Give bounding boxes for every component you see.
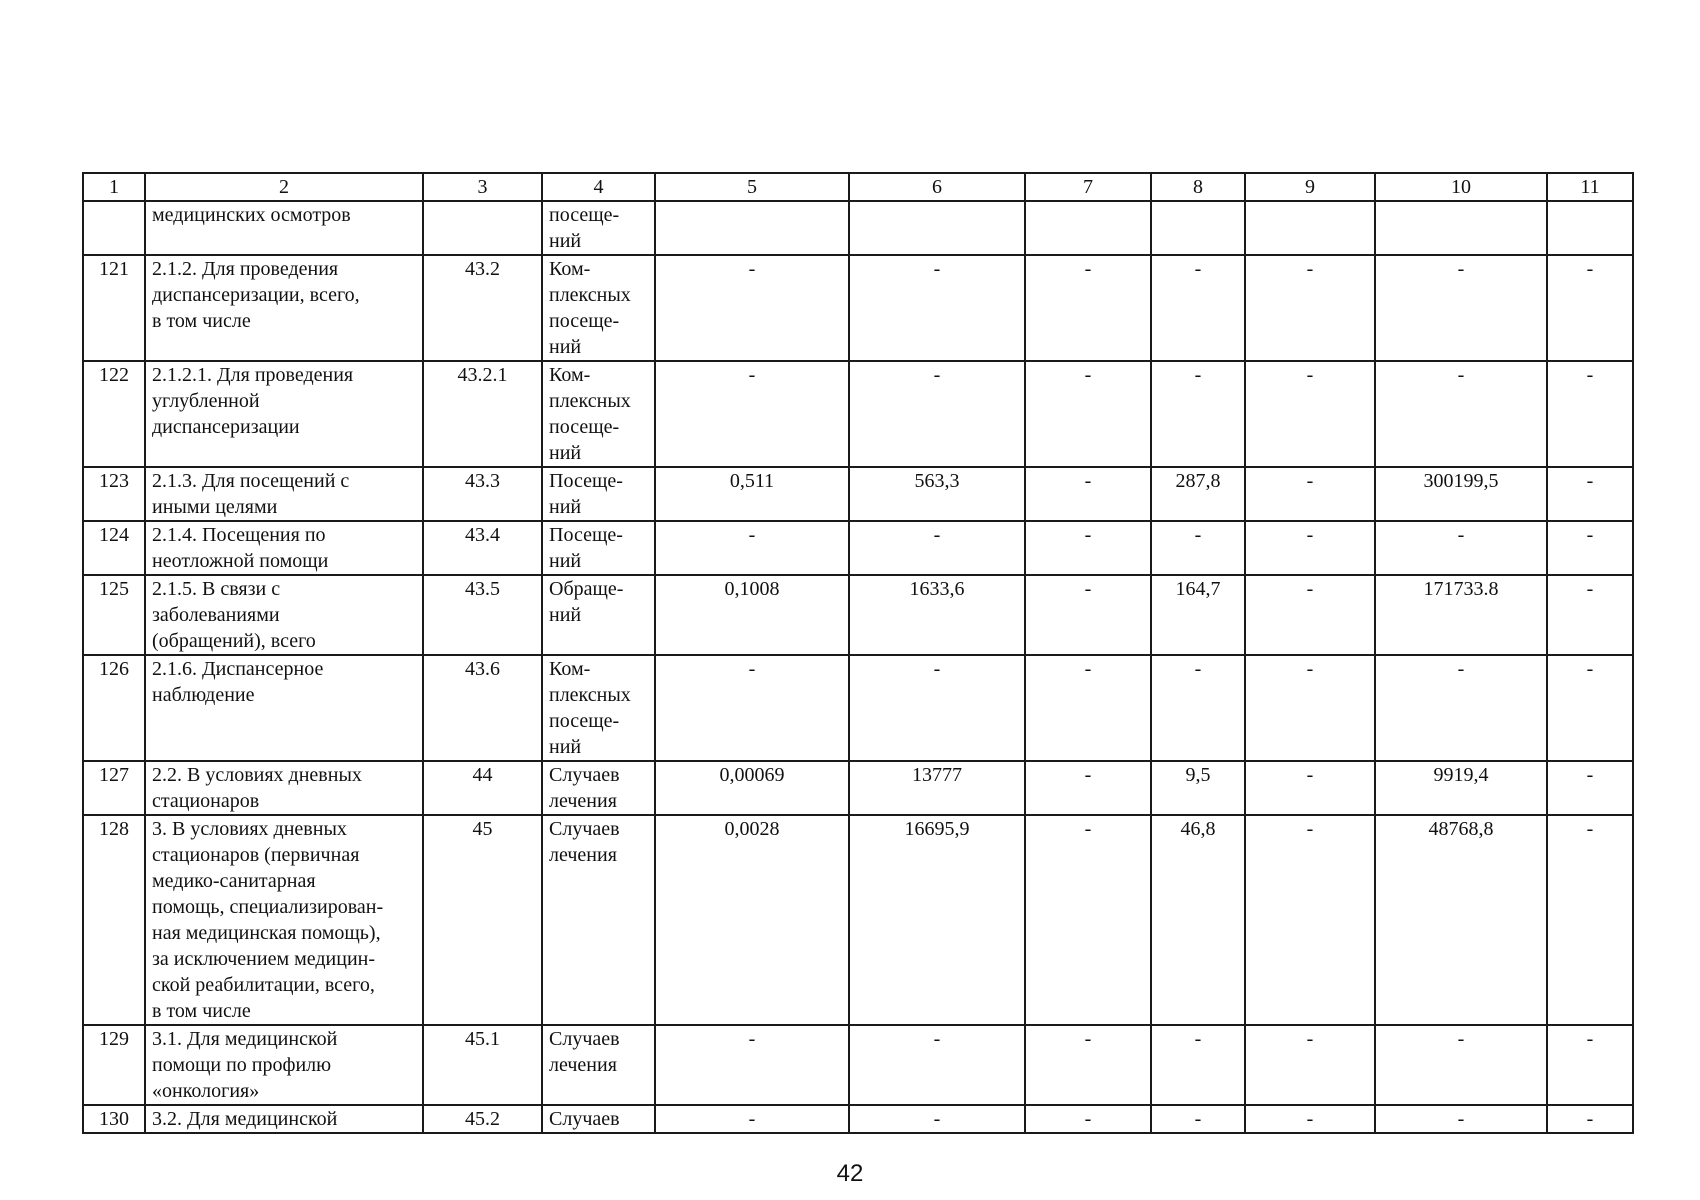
row-value-11: - bbox=[1547, 467, 1633, 521]
row-value-6: 13777 bbox=[849, 761, 1025, 815]
row-value-10: - bbox=[1375, 655, 1547, 761]
row-code: 43.4 bbox=[423, 521, 542, 575]
row-value-7 bbox=[1025, 201, 1151, 255]
row-value-8: - bbox=[1151, 361, 1245, 467]
row-description: 3.1. Для медицинской помощи по профилю «онкология» bbox=[145, 1025, 423, 1105]
row-value-8: 9,5 bbox=[1151, 761, 1245, 815]
row-value-5: - bbox=[655, 255, 849, 361]
row-description: 2.1.5. В связи с заболеваниями (обращений), всего bbox=[145, 575, 423, 655]
row-value-8: - bbox=[1151, 655, 1245, 761]
row-value-6: - bbox=[849, 255, 1025, 361]
column-header: 5 bbox=[655, 173, 849, 201]
row-value-5: 0,1008 bbox=[655, 575, 849, 655]
row-unit: Посеще- ний bbox=[542, 521, 655, 575]
row-value-8 bbox=[1151, 201, 1245, 255]
column-header: 9 bbox=[1245, 173, 1375, 201]
row-value-6: 16695,9 bbox=[849, 815, 1025, 1025]
row-value-9: - bbox=[1245, 521, 1375, 575]
row-unit: Ком- плексных посеще- ний bbox=[542, 655, 655, 761]
row-value-7: - bbox=[1025, 361, 1151, 467]
row-value-8: - bbox=[1151, 521, 1245, 575]
row-value-5: - bbox=[655, 521, 849, 575]
row-value-8: - bbox=[1151, 1105, 1245, 1133]
row-number: 127 bbox=[83, 761, 145, 815]
row-value-7: - bbox=[1025, 761, 1151, 815]
row-value-5 bbox=[655, 201, 849, 255]
table-row bbox=[83, 467, 1633, 521]
row-value-11: - bbox=[1547, 815, 1633, 1025]
row-value-11: - bbox=[1547, 655, 1633, 761]
row-value-9: - bbox=[1245, 761, 1375, 815]
row-number: 129 bbox=[83, 1025, 145, 1105]
table-row bbox=[83, 575, 1633, 655]
row-value-9: - bbox=[1245, 1025, 1375, 1105]
row-description: 2.1.2.1. Для проведения углубленной диспансеризации bbox=[145, 361, 423, 467]
row-number: 126 bbox=[83, 655, 145, 761]
table-row bbox=[83, 761, 1633, 815]
row-number: 125 bbox=[83, 575, 145, 655]
column-header: 7 bbox=[1025, 173, 1151, 201]
row-value-5: - bbox=[655, 655, 849, 761]
row-unit: Случаев лечения bbox=[542, 1025, 655, 1105]
row-value-8: 46,8 bbox=[1151, 815, 1245, 1025]
row-description: медицинских осмотров bbox=[145, 201, 423, 255]
row-unit: посеще- ний bbox=[542, 201, 655, 255]
row-value-11: - bbox=[1547, 575, 1633, 655]
row-value-9: - bbox=[1245, 361, 1375, 467]
row-description: 2.2. В условиях дневных стационаров bbox=[145, 761, 423, 815]
column-header: 6 bbox=[849, 173, 1025, 201]
row-value-11 bbox=[1547, 201, 1633, 255]
row-number: 121 bbox=[83, 255, 145, 361]
row-number: 123 bbox=[83, 467, 145, 521]
row-value-9 bbox=[1245, 201, 1375, 255]
data-table bbox=[82, 172, 1634, 1134]
row-value-5: 0,0028 bbox=[655, 815, 849, 1025]
row-value-10 bbox=[1375, 201, 1547, 255]
row-code: 43.2.1 bbox=[423, 361, 542, 467]
row-value-8: 287,8 bbox=[1151, 467, 1245, 521]
row-value-8: - bbox=[1151, 255, 1245, 361]
row-code: 43.2 bbox=[423, 255, 542, 361]
row-value-8: - bbox=[1151, 1025, 1245, 1105]
row-description: 3. В условиях дневных стационаров (первичная медико-санитарная помощь, специализирован- ная медицинская помощь), за исключением медицин- ской реабилитации, всего, в том числе bbox=[145, 815, 423, 1025]
row-value-6: 1633,6 bbox=[849, 575, 1025, 655]
row-value-9: - bbox=[1245, 655, 1375, 761]
row-value-11: - bbox=[1547, 521, 1633, 575]
table-row bbox=[83, 255, 1633, 361]
row-value-10: 171733.8 bbox=[1375, 575, 1547, 655]
row-number: 124 bbox=[83, 521, 145, 575]
row-unit: Ком- плексных посеще- ний bbox=[542, 361, 655, 467]
row-value-5: - bbox=[655, 361, 849, 467]
table-row bbox=[83, 361, 1633, 467]
row-value-6: 563,3 bbox=[849, 467, 1025, 521]
page-number: 42 bbox=[836, 1160, 864, 1187]
column-header: 8 bbox=[1151, 173, 1245, 201]
row-number: 128 bbox=[83, 815, 145, 1025]
row-number: 130 bbox=[83, 1105, 145, 1133]
row-value-11: - bbox=[1547, 1105, 1633, 1133]
row-value-10: 300199,5 bbox=[1375, 467, 1547, 521]
row-value-11: - bbox=[1547, 761, 1633, 815]
row-value-10: - bbox=[1375, 1025, 1547, 1105]
column-header: 4 bbox=[542, 173, 655, 201]
row-value-9: - bbox=[1245, 1105, 1375, 1133]
header-row bbox=[83, 173, 1633, 201]
row-description: 2.1.6. Диспансерное наблюдение bbox=[145, 655, 423, 761]
table-row bbox=[83, 521, 1633, 575]
row-code bbox=[423, 201, 542, 255]
row-value-11: - bbox=[1547, 361, 1633, 467]
row-unit: Случаев лечения bbox=[542, 761, 655, 815]
column-header: 2 bbox=[145, 173, 423, 201]
column-header: 1 bbox=[83, 173, 145, 201]
row-unit: Ком- плексных посеще- ний bbox=[542, 255, 655, 361]
row-value-7: - bbox=[1025, 255, 1151, 361]
row-unit: Случаев bbox=[542, 1105, 655, 1133]
row-value-10: 9919,4 bbox=[1375, 761, 1547, 815]
row-description: 2.1.3. Для посещений с иными целями bbox=[145, 467, 423, 521]
row-code: 43.5 bbox=[423, 575, 542, 655]
row-value-7: - bbox=[1025, 655, 1151, 761]
table-body bbox=[83, 201, 1633, 1133]
row-value-10: - bbox=[1375, 1105, 1547, 1133]
row-value-9: - bbox=[1245, 255, 1375, 361]
row-value-10: - bbox=[1375, 361, 1547, 467]
table-row bbox=[83, 201, 1633, 255]
row-value-6: - bbox=[849, 1025, 1025, 1105]
row-value-11: - bbox=[1547, 1025, 1633, 1105]
column-header: 10 bbox=[1375, 173, 1547, 201]
row-value-7: - bbox=[1025, 1105, 1151, 1133]
row-code: 44 bbox=[423, 761, 542, 815]
row-value-6: - bbox=[849, 361, 1025, 467]
row-value-5: 0,511 bbox=[655, 467, 849, 521]
table-row bbox=[83, 815, 1633, 1025]
row-code: 43.6 bbox=[423, 655, 542, 761]
row-value-11: - bbox=[1547, 255, 1633, 361]
row-code: 45.1 bbox=[423, 1025, 542, 1105]
row-code: 43.3 bbox=[423, 467, 542, 521]
table-row bbox=[83, 1025, 1633, 1105]
row-value-5: - bbox=[655, 1105, 849, 1133]
row-value-10: - bbox=[1375, 521, 1547, 575]
row-value-9: - bbox=[1245, 467, 1375, 521]
row-description: 2.1.2. Для проведения диспансеризации, всего, в том числе bbox=[145, 255, 423, 361]
row-value-6: - bbox=[849, 521, 1025, 575]
row-value-10: - bbox=[1375, 255, 1547, 361]
row-value-8: 164,7 bbox=[1151, 575, 1245, 655]
column-header: 3 bbox=[423, 173, 542, 201]
row-value-7: - bbox=[1025, 1025, 1151, 1105]
row-unit: Случаев лечения bbox=[542, 815, 655, 1025]
row-number bbox=[83, 201, 145, 255]
row-description: 3.2. Для медицинской bbox=[145, 1105, 423, 1133]
row-value-9: - bbox=[1245, 815, 1375, 1025]
row-value-7: - bbox=[1025, 575, 1151, 655]
row-value-6: - bbox=[849, 1105, 1025, 1133]
row-code: 45.2 bbox=[423, 1105, 542, 1133]
row-code: 45 bbox=[423, 815, 542, 1025]
row-value-7: - bbox=[1025, 815, 1151, 1025]
row-value-5: - bbox=[655, 1025, 849, 1105]
row-unit: Посеще- ний bbox=[542, 467, 655, 521]
row-value-10: 48768,8 bbox=[1375, 815, 1547, 1025]
table-row bbox=[83, 1105, 1633, 1133]
row-value-7: - bbox=[1025, 521, 1151, 575]
row-value-9: - bbox=[1245, 575, 1375, 655]
row-unit: Обраще- ний bbox=[542, 575, 655, 655]
column-header: 11 bbox=[1547, 173, 1633, 201]
row-value-6: - bbox=[849, 655, 1025, 761]
row-description: 2.1.4. Посещения по неотложной помощи bbox=[145, 521, 423, 575]
row-number: 122 bbox=[83, 361, 145, 467]
row-value-5: 0,00069 bbox=[655, 761, 849, 815]
table-row bbox=[83, 655, 1633, 761]
row-value-7: - bbox=[1025, 467, 1151, 521]
row-value-6 bbox=[849, 201, 1025, 255]
